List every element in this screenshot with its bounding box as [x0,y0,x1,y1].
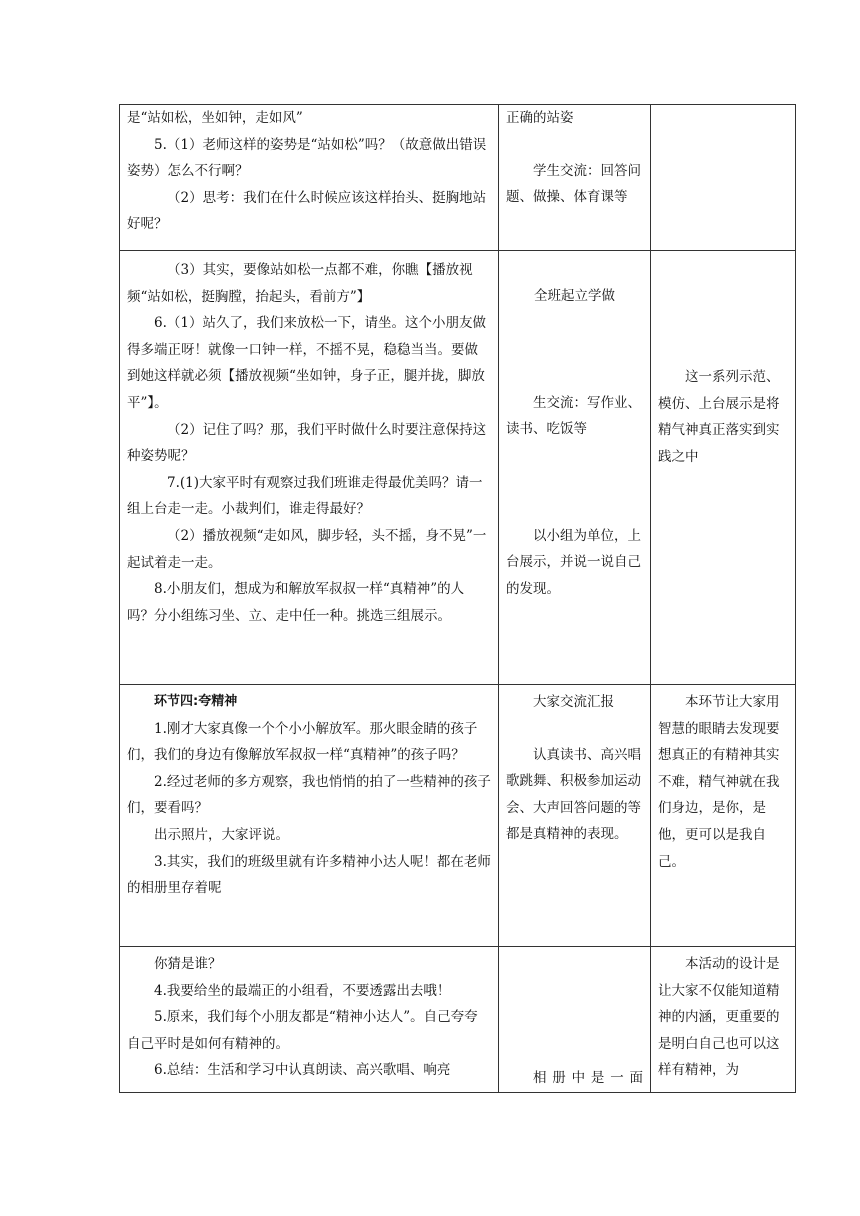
paragraph: （2）思考：我们在什么时候应该这样抬头、挺胸地站好呢？ [127,189,487,233]
paragraph: 全班起立学做 [534,288,615,304]
paragraph: 本环节让大家用智慧的眼睛去发现要想真正的有精神其实不难，精气神就在我们身边，是你，是他，更可以是我自己。 [658,694,780,870]
paragraph: （3）其实，要像站如松一点都不难，你瞧【播放视频“站如松，挺胸膛，抬起头，看前方”】 [127,262,473,305]
paragraph: 相册中是一面 [533,1070,643,1087]
paragraph: 7.(1)大家平时有观察过我们班谁走得最优美吗？请一组上台走一走。小裁判们，谁走得最好？ [127,474,483,518]
activity-cell [120,251,499,685]
student-cell [499,251,651,685]
design-intent-cell [651,251,796,685]
paragraph: 2.经过老师的多方观察，我也悄悄的拍了一些精神的孩子们，要看吗？ [127,773,491,817]
paragraph: 这一系列示范、模仿、上台展示是将精气神真正落实到实践之中 [658,369,780,465]
paragraph: （2）播放视频“走如风，脚步轻，头不摇，身不晃”一起试着走一走。 [127,527,487,571]
paragraph: 本活动的设计是让大家不仅能知道精神的内涵，更重要的是明白自己也可以这样有精神，为 [658,956,780,1079]
paragraph: 1.刚才大家真像一个个小小解放军。那火眼金睛的孩子们，我们的身边有像解放军叔叔一样“真精神”的孩子吗？ [127,720,478,764]
activity-cell [120,947,499,1093]
paragraph: 认真读书、高兴唱歌跳舞、积极参加运动会、大声回答问题的等都是真精神的表现。 [506,746,641,843]
paragraph: 正确的站姿 [506,110,574,126]
paragraph: 5.原来，我们每个小朋友都是“精神小达人”。自己夸夸自己平时是如何有精神的。 [127,1009,478,1052]
paragraph: 6.（1）站久了，我们来放松一下，请坐。这个小朋友做得多端正呀！就像一口钟一样，不摇不晃，稳稳当当。要做到她这样就必须【播放视频“坐如钟，身子正，腿并拢，脚放平”】。 [127,315,486,411]
paragraph: 是“站如松，坐如钟，走如风” [127,110,303,126]
table-row [120,251,796,685]
design-intent-cell [651,105,796,251]
paragraph: 8.小朋友们，想成为和解放军叔叔一样“真精神”的人吗？分小组练习坐、立、走中任一种。挑选三组展示。 [127,581,465,624]
student-cell [499,947,651,1093]
paragraph: 6.总结：生活和学习中认真朗读、高兴歌唱、响亮 [154,1062,451,1079]
table-row [120,947,796,1093]
paragraph: 生交流：写作业、读书、吃饭等 [506,394,641,438]
paragraph: （2）记住了吗？那，我们平时做什么时要注意保持这种姿势呢？ [127,421,487,465]
paragraph: 你猜是谁？ [154,956,222,972]
paragraph: 5.（1）老师这样的姿势是“站如松”吗？（故意做出错误姿势）怎么不行啊？ [127,136,487,180]
student-cell [499,685,651,947]
design-intent-cell [651,685,796,947]
activity-cell [120,105,499,251]
paragraph: 学生交流：回答问题、做操、体育课等 [506,162,641,206]
paragraph: 4.我要给坐的最端正的小组看，不要透露出去哦！ [154,982,451,999]
student-cell [499,105,651,251]
paragraph: 3.其实，我们的班级里就有许多精神小达人呢！都在老师的相册里存着呢 [127,853,491,897]
lesson-plan-table [119,104,796,1093]
design-intent-cell [651,947,796,1093]
activity-cell [120,685,499,947]
table-row [120,685,796,947]
paragraph: 出示照片，大家评说。 [154,826,289,843]
table-row [120,105,796,251]
section-heading: 环节四:夸精神 [154,694,238,709]
paragraph: 大家交流汇报 [533,694,614,710]
paragraph: 以小组为单位，上台展示，并说一说自己的发现。 [506,527,641,597]
